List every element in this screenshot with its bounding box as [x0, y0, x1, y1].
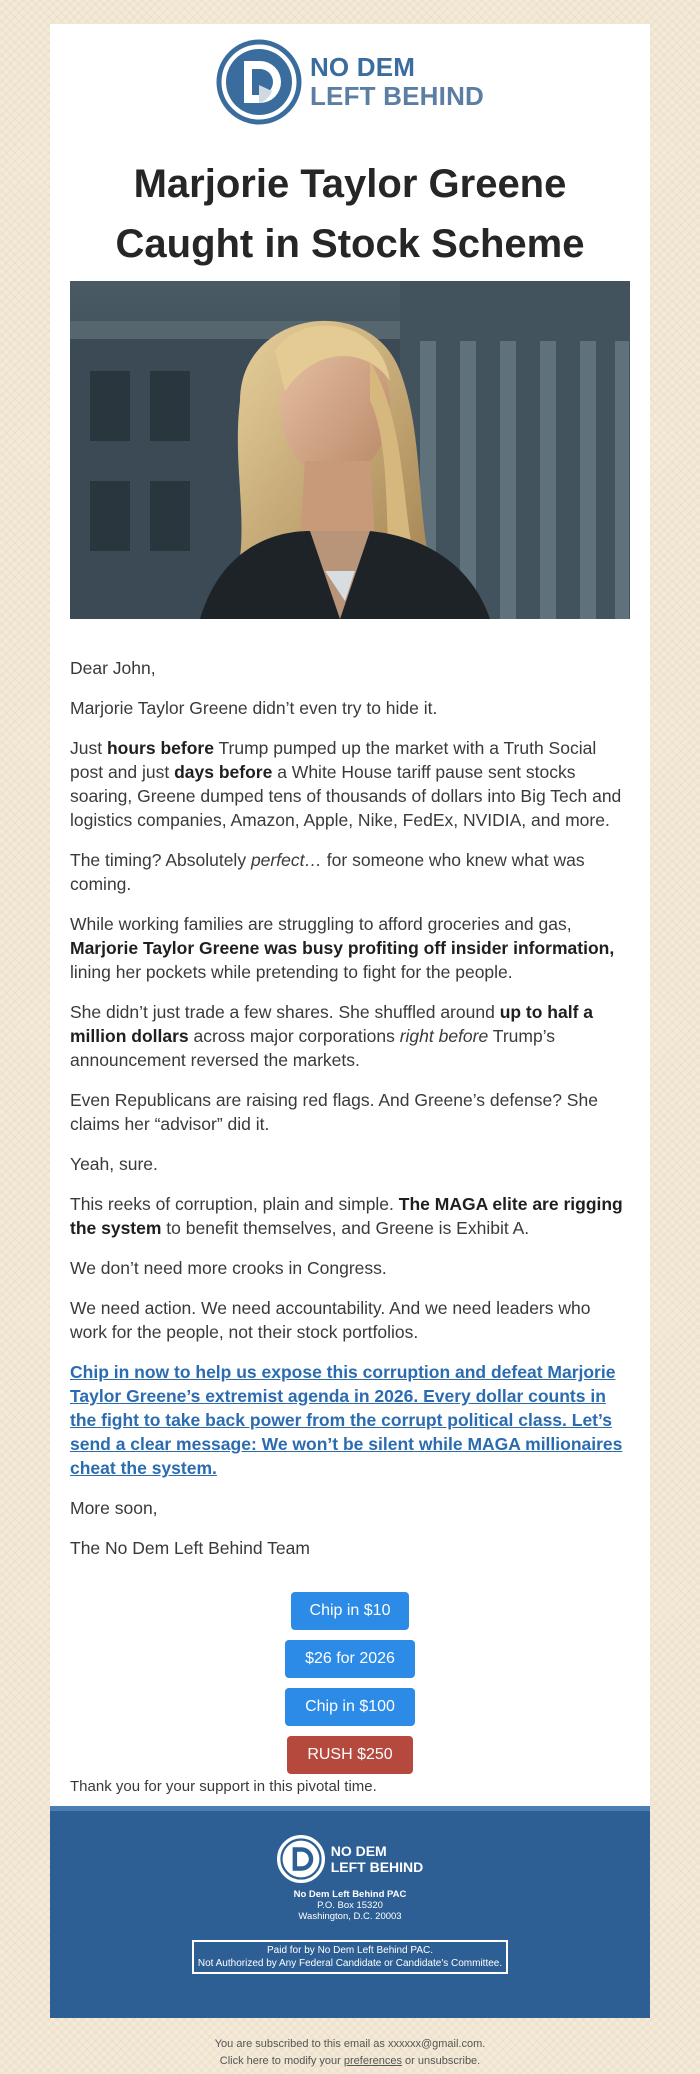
- org-name: No Dem Left Behind PAC: [293, 1889, 407, 1900]
- signoff: More soon,: [70, 1498, 158, 1518]
- paragraph-7: Yeah, sure.: [70, 1154, 158, 1174]
- footer-logo-line1: NO DEM: [330, 1843, 387, 1859]
- paid-for-by-disclaimer: [192, 1940, 508, 1974]
- paragraph-8: This reeks of corruption, plain and simple. The MAGA elite are rigging the system to benefit themselves, and Greene is Exhibit A.: [70, 1194, 623, 1238]
- 26-for-2026-button[interactable]: $26 for 2026: [285, 1640, 415, 1678]
- donate-cta-link[interactable]: Chip in now to help us expose this corruption and defeat Marjorie Taylor Greene’s extremist agenda in 2026. Every dollar counts in the fight to take back power from the corrupt political class. Let’s send a clear message: We won’t be silent while MAGA millionaires cheat the system.: [70, 1362, 623, 1478]
- d-circle-logo-icon: [216, 39, 302, 125]
- paragraph-4: While working families are struggling to afford groceries and gas, Marjorie Taylor Greene was busy profiting off insider information, lining her pockets while pretending to fight for the people.: [70, 914, 615, 982]
- greeting: Dear John,: [70, 658, 156, 678]
- paid-for-line: Paid for by No Dem Left Behind PAC.: [266, 1945, 433, 1956]
- rush-250-button[interactable]: RUSH $250: [287, 1736, 413, 1774]
- paragraph-9: We don’t need more crooks in Congress.: [70, 1258, 387, 1278]
- paragraph-5: She didn’t just trade a few shares. She shuffled around up to half a million dollars across major corporations right before Trump’s announcement reversed the markets.: [70, 1002, 594, 1070]
- address-line2: Washington, D.C. 20003: [298, 1911, 402, 1922]
- address-line1: P.O. Box 15320: [317, 1900, 383, 1911]
- not-authorized-line: Not Authorized by Any Federal Candidate or Candidate's Committee.: [197, 1958, 503, 1969]
- footer: [50, 1806, 650, 2018]
- subscription-notice: [0, 2036, 700, 2070]
- header-logo[interactable]: [50, 36, 650, 128]
- donate-buttons: [50, 1592, 650, 1774]
- headline: [70, 154, 630, 274]
- thank-you-text: Thank you for your support in this pivotal time.: [70, 1778, 377, 1795]
- footer-logo-line2: LEFT BEHIND: [330, 1859, 424, 1875]
- paragraph-10: We need action. We need accountability. And we need leaders who work for the people, not their stock portfolios.: [70, 1298, 591, 1342]
- preferences-link[interactable]: preferences: [343, 2055, 402, 2067]
- signature: The No Dem Left Behind Team: [70, 1538, 310, 1558]
- logo-line2: LEFT BEHIND: [309, 81, 485, 111]
- subscribed-as-text: You are subscribed to this email as xxxxxx@gmail.com.: [214, 2038, 486, 2050]
- logo-wordmark: [310, 53, 484, 111]
- headline-line1: Marjorie Taylor Greene: [133, 162, 567, 206]
- hero-photo: [70, 281, 630, 619]
- paragraph-1: Marjorie Taylor Greene didn’t even try to hide it.: [70, 698, 438, 718]
- paragraph-6: Even Republicans are raising red flags. And Greene’s defense? She claims her “advisor” did it.: [70, 1090, 598, 1134]
- footer-wordmark: [331, 1843, 424, 1875]
- chip-in-10-button[interactable]: Chip in $10: [291, 1592, 409, 1630]
- paragraph-2: Just hours before Trump pumped up the market with a Truth Social post and just days before a White House tariff pause sent stocks soaring, Greene dumped tens of thousands of dollars into Big Tech and logistics companies, Amazon, Apple, Nike, FedEx, NVIDIA, and more.: [70, 738, 622, 830]
- paragraph-3: The timing? Absolutely perfect… for someone who knew what was coming.: [70, 850, 585, 894]
- headline-line2: Caught in Stock Scheme: [115, 222, 585, 266]
- logo-line1: NO DEM: [309, 52, 416, 82]
- email-card: [50, 24, 650, 1994]
- chip-in-100-button[interactable]: Chip in $100: [285, 1688, 415, 1726]
- email-body: [70, 656, 630, 1576]
- d-circle-logo-icon: [277, 1835, 325, 1883]
- hero-photo-illustration: [70, 281, 630, 619]
- modify-line: Click here to modify your preferences or unsubscribe.: [219, 2055, 481, 2067]
- org-address: [294, 1889, 407, 1922]
- footer-logo[interactable]: [277, 1835, 424, 1883]
